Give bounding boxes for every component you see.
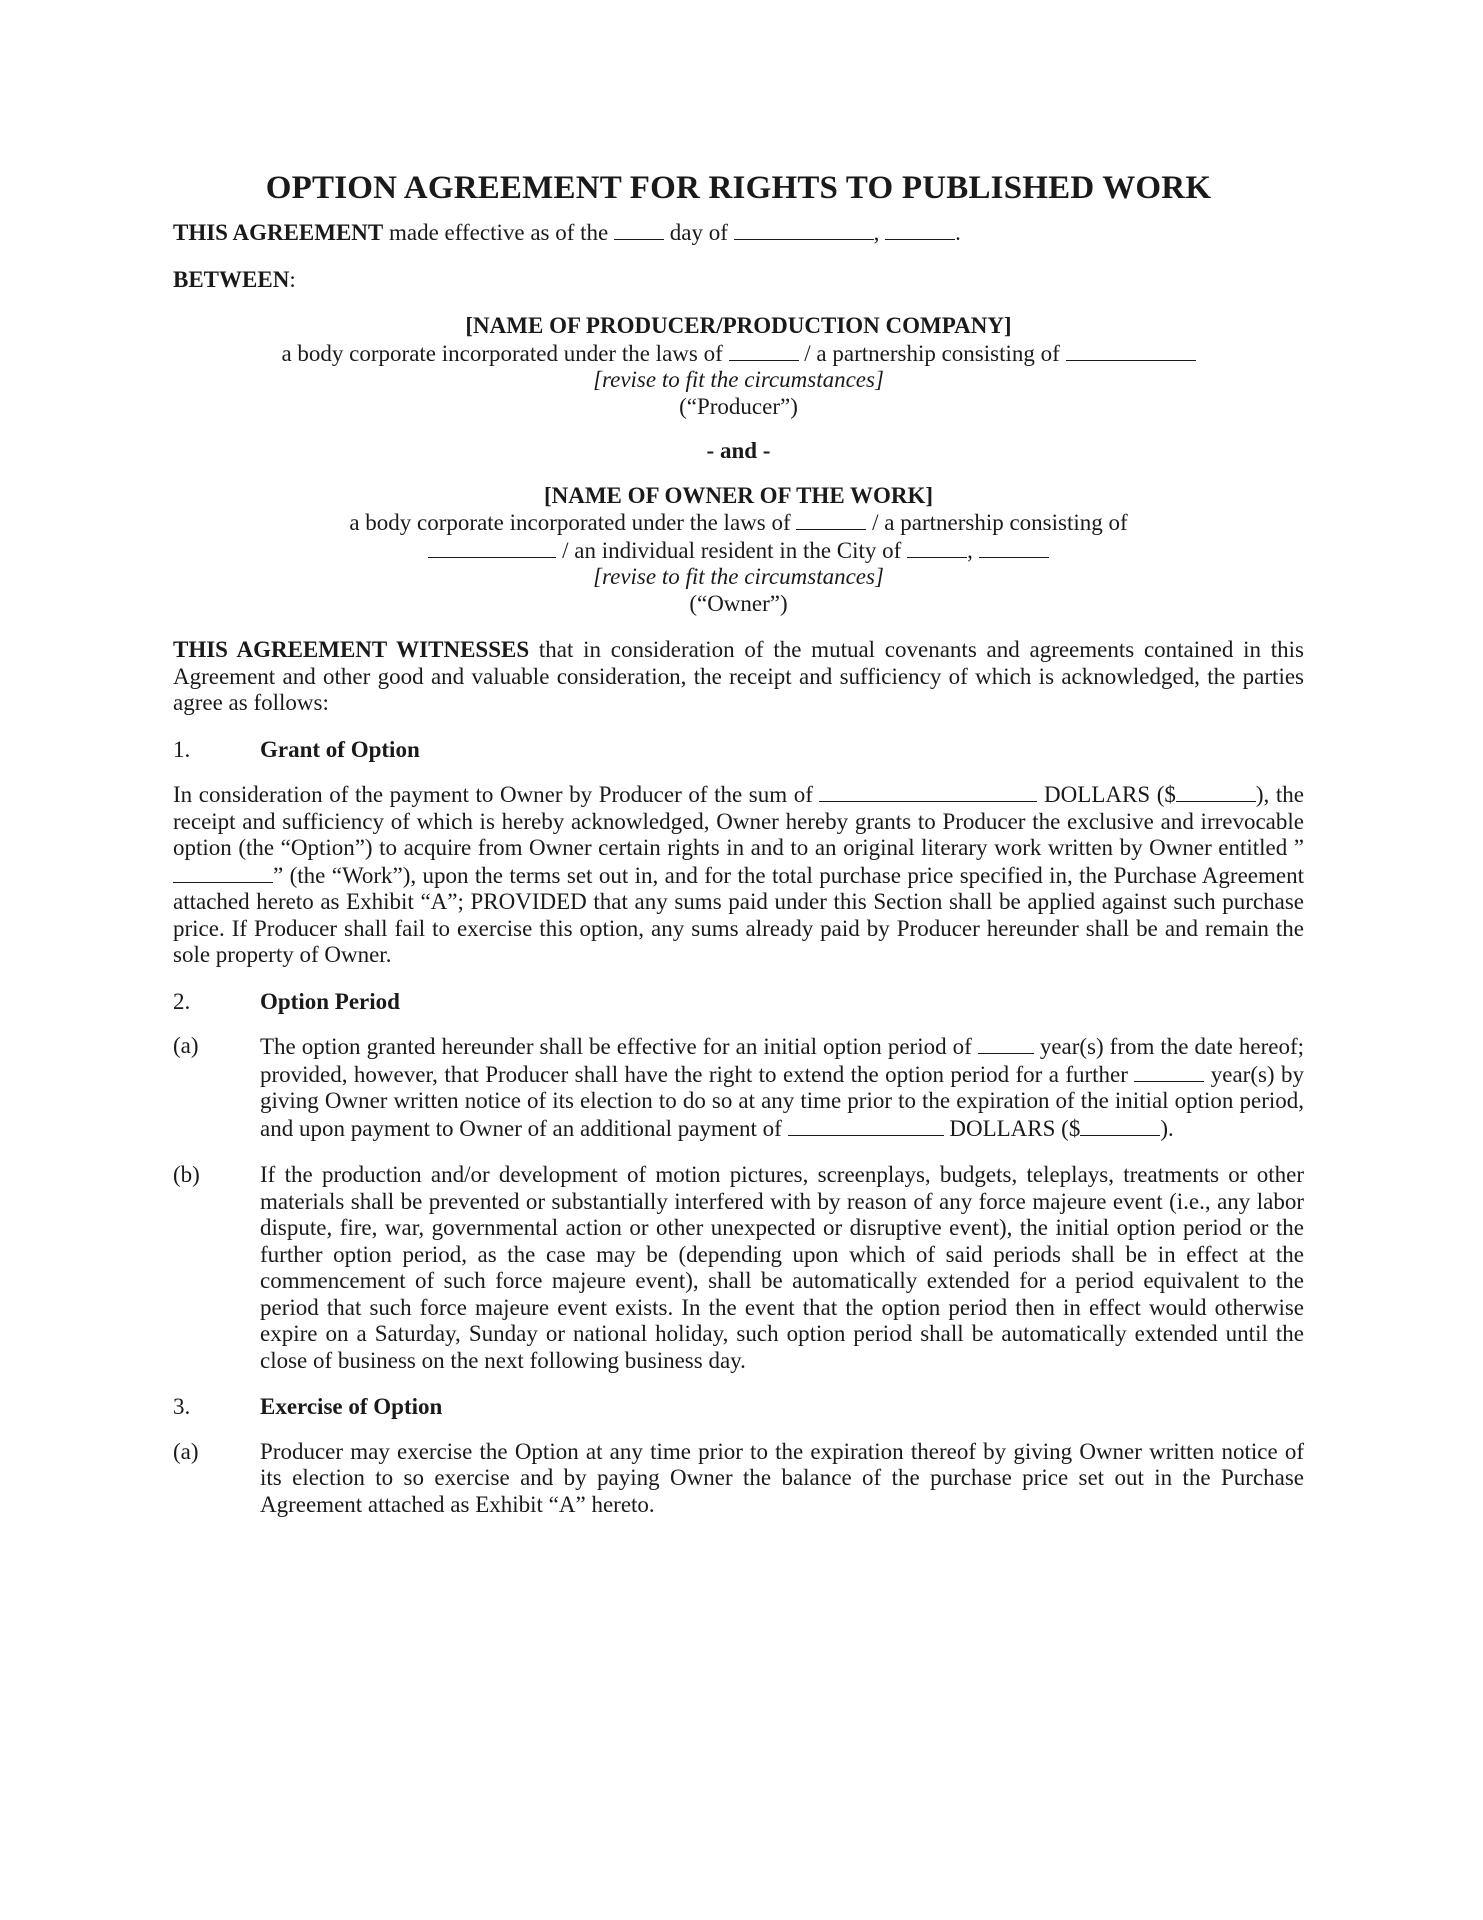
- owner-revise-note: [revise to fit the circumstances]: [593, 564, 884, 589]
- year-blank[interactable]: [885, 219, 955, 240]
- initial-period-blank[interactable]: [978, 1033, 1034, 1054]
- document-title: OPTION AGREEMENT FOR RIGHTS TO PUBLISHED WORK: [265, 170, 1212, 206]
- section-2b: (b) If the production and/or development of motion pictures, screenplays, budgets, teleplays, treatments or other materials shall be prevented or substantially interfered with by reason of any force majeure event (i.e., any labor dispute, fire, war, governmental action or other unexpected or disruptive event), the initial option period or the further option period, as the case may be (depending upon which of said periods shall be in effect at the commencement of such force majeure event), shall be automatically extended for a period equivalent to the period that such force majeure event exists. In the event that the option period then in effect would otherwise expire on a Saturday, Sunday or national holiday, such option period shall be automatically extended until the close of business on the next following business day.: [173, 1162, 1304, 1373]
- owner-defined-term: (“Owner”): [689, 590, 788, 616]
- option-fee-words-blank[interactable]: [819, 781, 1037, 802]
- owner-name: [NAME OF OWNER OF THE WORK]: [543, 482, 934, 508]
- day-blank[interactable]: [614, 219, 664, 240]
- document-page: [173, 168, 1304, 1518]
- owner-partners-blank[interactable]: [428, 537, 556, 558]
- extension-fee-words-blank[interactable]: [788, 1115, 944, 1136]
- owner-jurisdiction-blank[interactable]: [796, 509, 866, 530]
- producer-defined-term: (“Producer”): [679, 393, 798, 419]
- option-fee-amount-blank[interactable]: [1176, 781, 1256, 802]
- extension-fee-amount-blank[interactable]: [1080, 1115, 1160, 1136]
- owner-province-blank[interactable]: [979, 537, 1049, 558]
- owner-description-line1: a body corporate incorporated under the laws of / a partnership consisting of: [349, 510, 1128, 535]
- witnesses-paragraph: THIS AGREEMENT WITNESSES that in consideration of the mutual covenants and agreements contained in this Agreement and other good and valuable consideration, the receipt and sufficiency of which is acknowledged, the parties agree as follows:: [173, 637, 1304, 715]
- producer-description: a body corporate incorporated under the laws of / a partnership consisting of: [173, 340, 1304, 368]
- producer-partners-blank[interactable]: [1066, 340, 1196, 361]
- section-2a: (a) The option granted hereunder shall be effective for an initial option period of year(s) from the date hereof; provided, however, that Producer shall have the right to extend the option period for a further year(s) by giving Owner written notice of its election to do so at any time prior to the expiration of the initial option period, and upon payment to Owner of an additional payment of DOLLARS ($ ).: [173, 1033, 1304, 1141]
- section-2-heading: 2. Option Period: [173, 988, 400, 1014]
- owner-description-line2: / an individual resident in the City of ,: [173, 537, 1304, 565]
- producer-jurisdiction-blank[interactable]: [729, 340, 799, 361]
- agreement-lead: THIS AGREEMENT: [173, 220, 384, 245]
- section-1-paragraph: In consideration of the payment to Owner by Producer of the sum of DOLLARS ($ ), the receipt and sufficiency of which is hereby acknowledged, Owner hereby grants to Producer the exclusive and irrevocable option (the “Option”) to acquire from Owner certain rights in and to an original literary work written by Owner entitled ”” (the “Work”), upon the terms set out in, and for the total purchase price specified in, the Purchase Agreement attached hereto as Exhibit “A”; PROVIDED that any sums paid under this Section shall be applied against such purchase price. If Producer shall fail to exercise this option, any sums already paid by Producer hereunder shall be and remain the sole property of Owner.: [173, 782, 1304, 967]
- section-3-heading: 3. Exercise of Option: [173, 1394, 443, 1419]
- month-blank[interactable]: [734, 219, 874, 240]
- between-heading: BETWEEN:: [173, 266, 296, 292]
- section-1-heading: 1. Grant of Option: [173, 736, 420, 762]
- effective-date-line: THIS AGREEMENT made effective as of the day of , .: [173, 220, 961, 245]
- extension-period-blank[interactable]: [1134, 1061, 1204, 1082]
- section-3a: (a) Producer may exercise the Option at any time prior to the expiration thereof by giving Owner written notice of its election to so exercise and by paying Owner the balance of the purchase price set out in the Purchase Agreement attached as Exhibit “A” hereto.: [173, 1438, 1304, 1517]
- work-title-blank[interactable]: [173, 862, 273, 883]
- owner-city-blank[interactable]: [907, 537, 967, 558]
- producer-name: [NAME OF PRODUCER/PRODUCTION COMPANY]: [465, 313, 1012, 338]
- and-separator: - and -: [706, 438, 771, 463]
- producer-revise-note: [revise to fit the circumstances]: [593, 367, 884, 392]
